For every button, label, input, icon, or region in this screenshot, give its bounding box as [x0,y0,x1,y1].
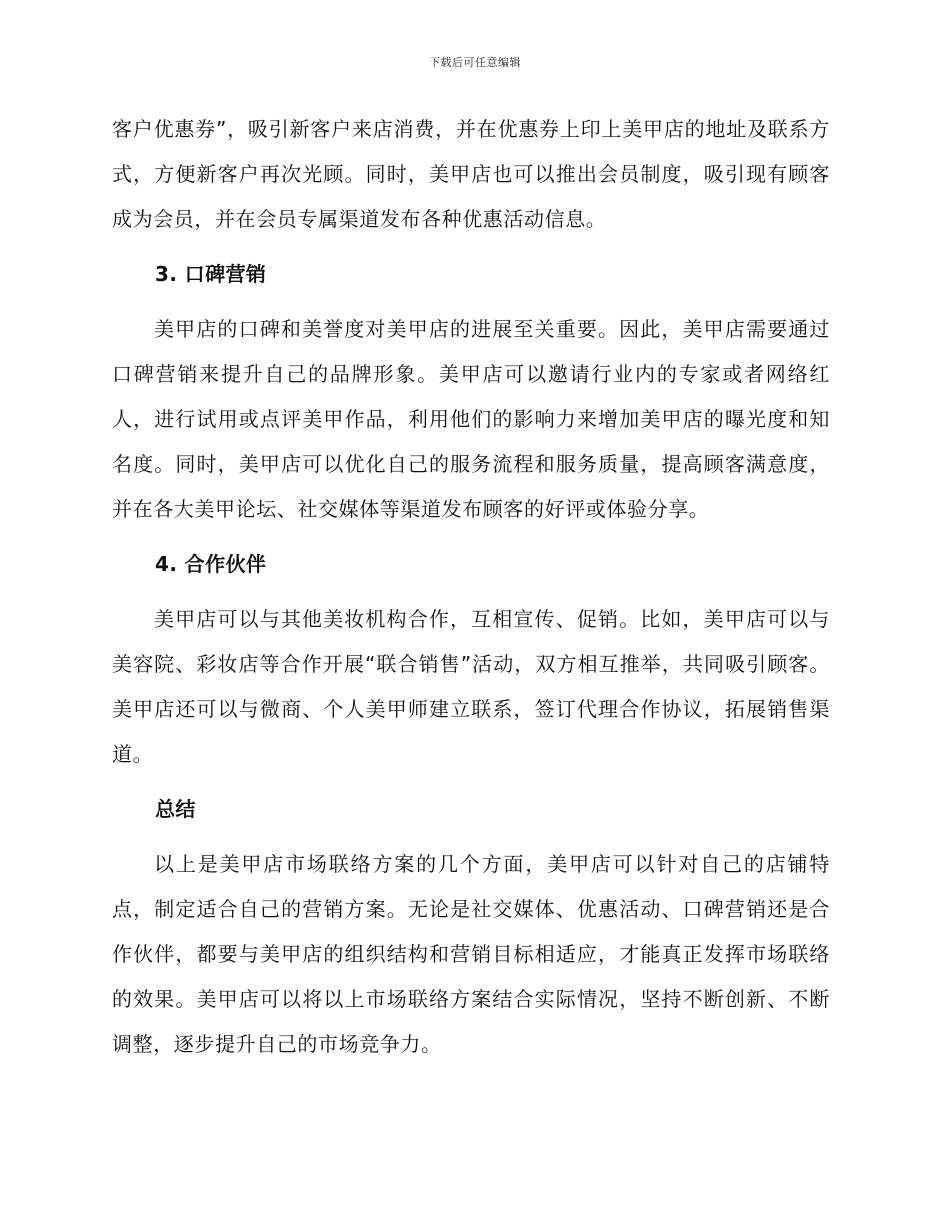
section-heading-summary: 总结 [155,797,196,821]
section-heading-partners: 4. 合作伙伴 [155,552,267,576]
header-note: 下载后可任意编辑 [429,56,521,69]
summary-paragraph: 以上是美甲店市场联络方案的几个方面，美甲店可以针对自己的店铺特点，制定适合自己的营销方案。无论是社交媒体、优惠活动、口碑营销还是合作伙伴，都要与美甲店的组织结构和营销目标相适应，才能真正发挥市场联络的效果。美甲店可以将以上市场联络方案结合实际情况，坚持不断创新、不断调整，逐步提升自己的市场竞争力。 [112,852,830,1056]
word-of-mouth-paragraph: 美甲店的口碑和美誉度对美甲店的进展至关重要。因此，美甲店需要通过口碑营销来提升自己的品牌形象。美甲店可以邀请行业内的专家或者网络红人，进行试用或点评美甲作品，利用他们的影响力来增加美甲店的曝光度和知名度。同时，美甲店可以优化自己的服务流程和服务质量，提高顾客满意度，并在各大美甲论坛、社交媒体等渠道发布顾客的好评或体验分享。 [112,317,830,521]
document-body [112,107,830,1067]
intro-continued-paragraph: 客户优惠券”，吸引新客户来店消费，并在优惠券上印上美甲店的地址及联系方式，方便新客户再次光顾。同时，美甲店也可以推出会员制度，吸引现有顾客成为会员，并在会员专属渠道发布各种优惠活动信息。 [112,117,830,231]
section-heading-word-of-mouth: 3. 口碑营销 [155,262,267,286]
partners-paragraph: 美甲店可以与其他美妆机构合作，互相宣传、促销。比如，美甲店可以与美容院、彩妆店等合作开展“联合销售”活动，双方相互推举，共同吸引顾客。美甲店还可以与微商、个人美甲师建立联系，签订代理合作协议，拓展销售渠道。 [112,607,830,766]
